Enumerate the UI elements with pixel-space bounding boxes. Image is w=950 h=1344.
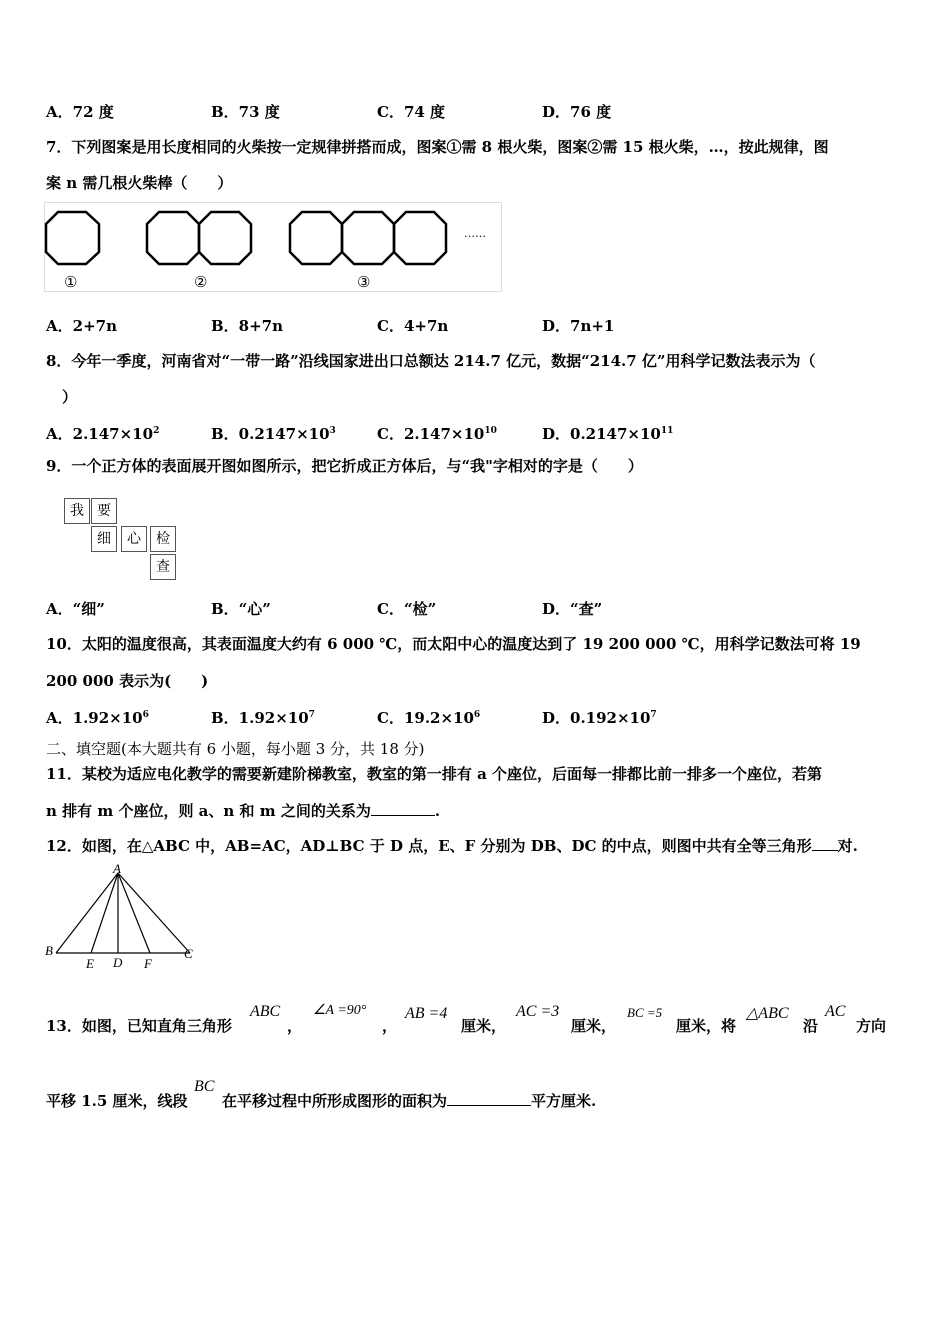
q10-option-a: A．$1.92\times 10^6$	[46, 709, 149, 727]
q9-option-a: A．“细”	[46, 600, 105, 618]
q11-text-line2: n 排有 m 个座位，则 a、n 和 m 之间的关系为 .	[46, 802, 441, 820]
q8-option-b: B．$0.2147\times 10^3$	[211, 425, 336, 443]
q12-text-line1: 12．如图，在△ABC 中，AB=AC，AD⊥BC 于 D 点，E、F 分别为 DB、DC 的中点，则图中共有全等三角形 对.	[46, 837, 858, 855]
q12-label-f: F	[144, 956, 152, 971]
q8-option-a: A．$2.147\times 10^2$	[46, 425, 160, 443]
q7-option-d: D．7n+1	[542, 317, 615, 335]
q9-option-b: B．“心”	[211, 600, 271, 618]
q11-text-line1: 11．某校为适应电化教学的需要新建阶梯教室，教室的第一排有 a 个座位，后面每一排都比前一排多一个座位，若第	[46, 765, 823, 783]
q10-option-d: D．$0.192\times 10^7$	[542, 709, 657, 727]
q12-label-b: B	[45, 943, 53, 958]
q13-math-ab: AB =4	[405, 1005, 448, 1022]
q13-answer-blank[interactable]	[447, 1091, 531, 1106]
q12-label-c: C	[184, 946, 193, 961]
q9-text-line1: 9．一个正方体的表面展开图如图所示，把它折成正方体后，与“我"字相对的字是（ ）	[46, 457, 643, 475]
q9-cell-yao: 要	[91, 498, 117, 524]
q7-fig-label-2: ②	[194, 273, 208, 291]
q13-math-ac-2: AC	[825, 1003, 846, 1020]
q6-option-c: C．74 度	[377, 103, 446, 121]
q13-text-direction: 方向	[856, 1017, 887, 1035]
q9-cell-jian: 检	[150, 526, 176, 552]
q7-fig-label-1: ①	[64, 273, 78, 291]
q12-triangle-figure	[44, 861, 200, 973]
q13-math-angle: ∠A =90°	[313, 1003, 367, 1018]
q12-label-a: A	[113, 861, 121, 876]
q9-cube-net-figure	[46, 496, 180, 584]
q13-math-bc: BC =5	[627, 1005, 663, 1020]
q6-option-a: A．72 度	[46, 103, 114, 121]
q13-comma-1: ，	[287, 1017, 303, 1035]
q10-text-line1: 10．太阳的温度很高，其表面温度大约有 6 000 ℃，而太阳中心的温度达到了 19 200 000 ℃，用科学记数法可将 19	[46, 635, 861, 653]
q9-cell-cha: 查	[150, 554, 176, 580]
q9-option-c: C．“检”	[377, 600, 437, 618]
q10-option-c: C．$19.2\times 10^6$	[377, 709, 481, 727]
q7-continuation-dots: ……	[464, 227, 486, 240]
q11-answer-blank[interactable]	[371, 801, 435, 816]
q7-text-line2: 案 n 需几根火柴棒（ ）	[46, 174, 233, 192]
q9-option-d: D．“查”	[542, 600, 603, 618]
q12-answer-blank[interactable]	[812, 836, 838, 851]
q13-text-cm-2: 厘米，	[571, 1017, 617, 1035]
q13-text-cm-3: 厘米，将	[676, 1017, 737, 1035]
q7-matchstick-figure	[44, 202, 502, 292]
q7-option-b: B．8+7n	[211, 317, 284, 335]
q13-text-line2-start: 平移 1.5 厘米，线段	[46, 1092, 188, 1110]
q6-option-b: B．73 度	[211, 103, 280, 121]
q12-label-d: D	[113, 955, 123, 970]
q8-text-line2: ）	[62, 388, 78, 406]
q10-text-line2: 200 000 表示为( )	[46, 672, 209, 690]
q10-option-b: B．$1.92\times 10^7$	[211, 709, 315, 727]
q13-math-abc: ABC	[250, 1003, 281, 1020]
q9-cell-xin: 心	[121, 526, 147, 552]
q13-text-cm-1: 厘米，	[461, 1017, 507, 1035]
q13-text-start: 13．如图，已知直角三角形	[46, 1017, 232, 1035]
q8-option-c: C．$2.147\times 10^{10}$	[377, 425, 497, 443]
q6-option-d: D．76 度	[542, 103, 612, 121]
q13-math-bc-2: BC	[194, 1078, 215, 1095]
q9-cell-wo: 我	[64, 498, 90, 524]
q7-option-c: C．4+7n	[377, 317, 449, 335]
section2-title: 二、填空题(本大题共有 6 小题，每小题 3 分，共 18 分)	[46, 740, 425, 758]
q13-comma-2: ，	[382, 1017, 398, 1035]
q13-math-triangle: △ABC	[746, 1005, 789, 1022]
q7-text-line1: 7．下列图案是用长度相同的火柴按一定规律拼搭而成，图案①需 8 根火柴，图案②需 15 根火柴，…，按此规律，图	[46, 138, 829, 156]
q13-math-ac: AC =3	[516, 1003, 560, 1020]
q7-fig-label-3: ③	[357, 273, 371, 291]
q13-text-yan: 沿	[803, 1017, 819, 1035]
q12-label-e: E	[86, 956, 94, 971]
q13-text-line2: 在平移过程中所形成图形的面积为 平方厘米.	[222, 1092, 597, 1110]
q7-option-a: A．2+7n	[46, 317, 117, 335]
q8-text-line1: 8．今年一季度，河南省对“一带一路”沿线国家进出口总额达 214.7 亿元，数据“214.7 亿”用科学记数法表示为（	[46, 352, 816, 370]
q8-option-d: D．$0.2147\times 10^{11}$	[542, 425, 674, 443]
q9-cell-xi: 细	[91, 526, 117, 552]
